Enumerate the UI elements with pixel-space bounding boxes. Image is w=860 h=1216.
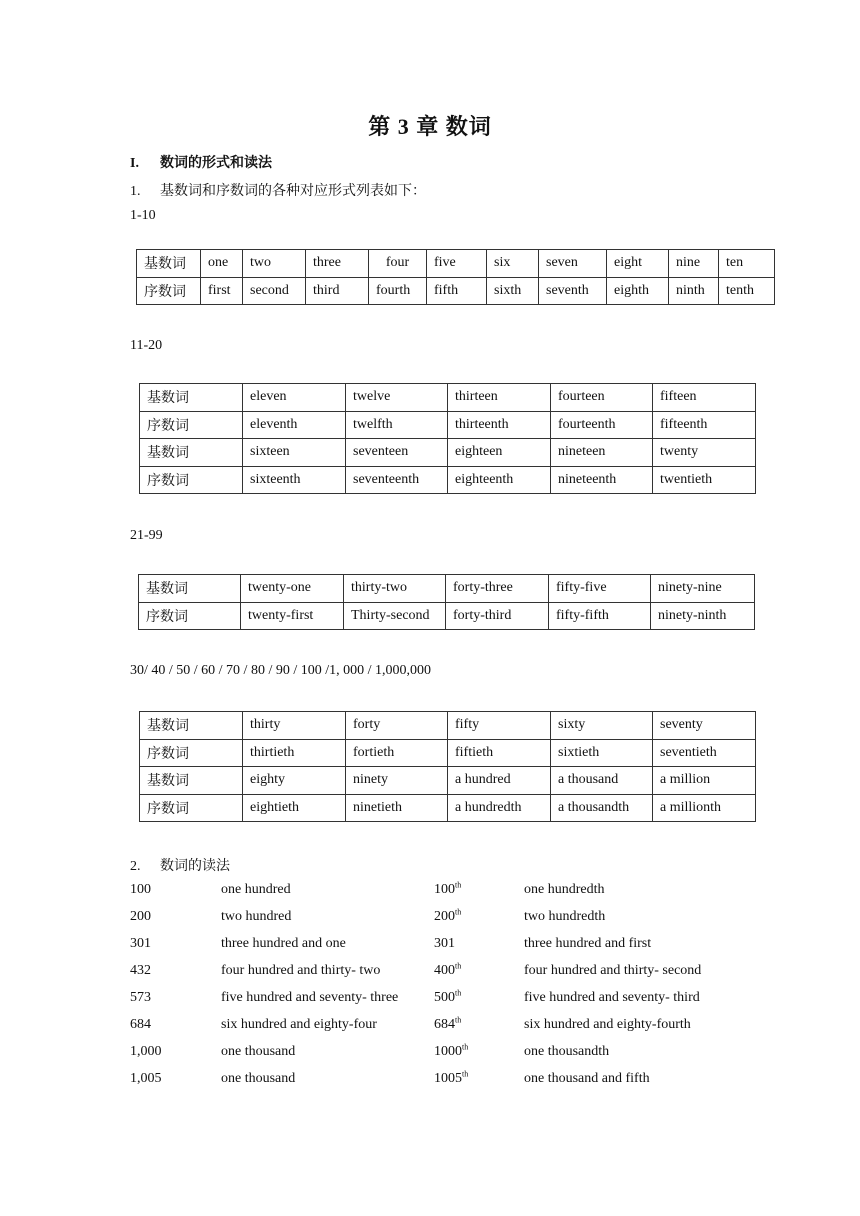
table-row xyxy=(140,466,756,494)
ordinal-number xyxy=(434,1071,468,1087)
table-row xyxy=(140,794,756,822)
cardinal-number xyxy=(130,936,151,952)
cardinal-words-text: four hundred and thirty- two xyxy=(221,963,381,978)
table-cell: second xyxy=(243,277,306,305)
ordinal-number xyxy=(434,909,461,925)
ordinal-words xyxy=(524,882,604,898)
table-cell: 基数词 xyxy=(140,384,243,412)
item-1-label: 基数词和序数词的各种对应形式列表如下： xyxy=(160,184,426,199)
table-cell: 序数词 xyxy=(137,277,201,305)
ordinal-number-text: 200 xyxy=(434,909,455,924)
section-number: I. xyxy=(130,156,139,171)
cardinal-words-text: two hundred xyxy=(221,909,292,924)
table-row xyxy=(140,384,756,412)
cardinal-number xyxy=(130,990,151,1006)
cardinal-words-text: one thousand xyxy=(221,1044,296,1059)
table-cell: 基数词 xyxy=(139,575,241,603)
table-cell: thirtieth xyxy=(243,739,346,767)
table-cell: ninth xyxy=(669,277,719,305)
table-cell: sixteen xyxy=(243,439,346,467)
cardinal-words-text: three hundred and one xyxy=(221,936,346,951)
table-cell: a thousandth xyxy=(551,794,653,822)
table-cell: 序数词 xyxy=(140,739,243,767)
table-cell: twelve xyxy=(346,384,448,412)
ordinal-number xyxy=(434,882,461,898)
cardinal-words xyxy=(221,1017,377,1033)
range-label-11-20: 11-20 xyxy=(130,338,163,353)
table-cell: 基数词 xyxy=(140,767,243,795)
ordinal-number-text: 500 xyxy=(434,990,455,1005)
cardinal-words-text: one thousand xyxy=(221,1071,296,1086)
table-row xyxy=(140,712,756,740)
table-row xyxy=(137,277,775,305)
table-cell: two xyxy=(243,250,306,278)
table-cell: third xyxy=(306,277,369,305)
cardinal-number-text: 100 xyxy=(130,882,151,897)
ordinal-words-text: two hundredth xyxy=(524,909,606,924)
reading-row xyxy=(0,882,860,902)
reading-row xyxy=(0,1071,860,1091)
table-cell: a thousand xyxy=(551,767,653,795)
ordinal-words xyxy=(524,1044,609,1060)
item-2-label: 数词的读法 xyxy=(160,859,230,874)
ordinal-suffix: th xyxy=(455,907,462,917)
cardinal-number-text: 684 xyxy=(130,1017,151,1032)
table-cell: seventh xyxy=(539,277,607,305)
cardinal-number xyxy=(130,882,151,898)
table-cell: twenty-first xyxy=(241,602,344,630)
table-row xyxy=(140,411,756,439)
range-label-tens: 30/ 40 / 50 / 60 / 70 / 80 / 90 / 100 /1, 000 / 1,000,000 xyxy=(130,663,432,678)
table-cell: eight xyxy=(607,250,669,278)
ordinal-words xyxy=(524,963,701,979)
table-row xyxy=(140,439,756,467)
cardinal-words xyxy=(221,990,398,1006)
table-cell: 序数词 xyxy=(140,794,243,822)
cardinal-number-text: 573 xyxy=(130,990,151,1005)
table-cell: sixteenth xyxy=(243,466,346,494)
ordinal-words-text: one thousand and fifth xyxy=(524,1071,650,1086)
cardinal-number xyxy=(130,909,151,925)
table-cell: four xyxy=(369,250,427,278)
ordinal-number-text: 400 xyxy=(434,963,455,978)
cardinal-number-text: 1,000 xyxy=(130,1044,162,1059)
table-cell: six xyxy=(487,250,539,278)
section-label: 数词的形式和读法 xyxy=(160,156,272,171)
table-cell: forty-third xyxy=(446,602,549,630)
table-cell: fifty-five xyxy=(549,575,651,603)
table-cell: five xyxy=(427,250,487,278)
table-cell: 序数词 xyxy=(140,466,243,494)
ordinal-words xyxy=(524,936,651,952)
table-cell: 序数词 xyxy=(139,602,241,630)
cardinal-words xyxy=(221,963,380,979)
cardinal-number-text: 301 xyxy=(130,936,151,951)
table-cell: nine xyxy=(669,250,719,278)
cardinal-number-text: 200 xyxy=(130,909,151,924)
item-2-heading xyxy=(130,855,230,875)
cardinal-number xyxy=(130,963,151,979)
table-cell: eleven xyxy=(243,384,346,412)
table-21-99 xyxy=(138,574,755,630)
table-row xyxy=(140,767,756,795)
cardinal-words xyxy=(221,936,346,952)
table-row xyxy=(139,602,755,630)
reading-row xyxy=(0,909,860,929)
table-cell: eightieth xyxy=(243,794,346,822)
ordinal-number xyxy=(434,936,455,952)
cardinal-number xyxy=(130,1071,162,1087)
table-cell: eighteen xyxy=(448,439,551,467)
ordinal-suffix: th xyxy=(455,880,462,890)
table-cell: twenty xyxy=(653,439,756,467)
table-row xyxy=(137,250,775,278)
table-cell: fifth xyxy=(427,277,487,305)
ordinal-words xyxy=(524,909,605,925)
table-cell: ninety-nine xyxy=(651,575,755,603)
ordinal-suffix: th xyxy=(462,1042,469,1052)
table-cell: twenty-one xyxy=(241,575,344,603)
ordinal-number-text: 1005 xyxy=(434,1071,462,1086)
table-cell: 基数词 xyxy=(137,250,201,278)
ordinal-words xyxy=(524,1017,691,1033)
table-cell: nineteenth xyxy=(551,466,653,494)
ordinal-number xyxy=(434,963,461,979)
ordinal-words-text: four hundred and thirty- second xyxy=(524,963,702,978)
table-cell: nineteen xyxy=(551,439,653,467)
cardinal-words-text: one hundred xyxy=(221,882,291,897)
table-1-10 xyxy=(136,249,775,305)
table-cell: thirty-two xyxy=(344,575,446,603)
table-cell: eighteenth xyxy=(448,466,551,494)
table-cell: a million xyxy=(653,767,756,795)
table-cell: seventy xyxy=(653,712,756,740)
table-cell: seventeen xyxy=(346,439,448,467)
table-tens xyxy=(139,711,756,822)
table-cell: a hundred xyxy=(448,767,551,795)
ordinal-words-text: one hundredth xyxy=(524,882,605,897)
cardinal-words-text: five hundred and seventy- three xyxy=(221,990,399,1005)
section-heading xyxy=(130,152,272,172)
table-cell: seventieth xyxy=(653,739,756,767)
page-title: 第 3 章 数词 xyxy=(368,114,492,139)
item-1-heading xyxy=(130,180,426,200)
ordinal-words xyxy=(524,990,700,1006)
table-cell: fourteen xyxy=(551,384,653,412)
reading-row xyxy=(0,1044,860,1064)
ordinal-suffix: th xyxy=(455,961,462,971)
ordinal-number-text: 301 xyxy=(434,936,455,951)
table-cell: one xyxy=(201,250,243,278)
table-cell: a millionth xyxy=(653,794,756,822)
table-cell: ninetieth xyxy=(346,794,448,822)
table-cell: 基数词 xyxy=(140,439,243,467)
ordinal-number-text: 1000 xyxy=(434,1044,462,1059)
cardinal-words xyxy=(221,882,291,898)
table-cell: seven xyxy=(539,250,607,278)
ordinal-words-text: five hundred and seventy- third xyxy=(524,990,700,1005)
table-cell: fifty-fifth xyxy=(549,602,651,630)
table-cell: 序数词 xyxy=(140,411,243,439)
table-cell: thirteenth xyxy=(448,411,551,439)
ordinal-number xyxy=(434,1017,461,1033)
table-cell: eleventh xyxy=(243,411,346,439)
table-cell: twentieth xyxy=(653,466,756,494)
table-cell: tenth xyxy=(719,277,775,305)
table-cell: twelfth xyxy=(346,411,448,439)
table-cell: fortieth xyxy=(346,739,448,767)
reading-row xyxy=(0,1017,860,1037)
ordinal-words-text: six hundred and eighty-fourth xyxy=(524,1017,691,1032)
table-cell: fifteen xyxy=(653,384,756,412)
cardinal-words xyxy=(221,1044,295,1060)
ordinal-suffix: th xyxy=(455,988,462,998)
table-cell: a hundredth xyxy=(448,794,551,822)
range-label-21-99: 21-99 xyxy=(130,528,163,543)
reading-row xyxy=(0,963,860,983)
table-11-20 xyxy=(139,383,756,494)
table-cell: thirteen xyxy=(448,384,551,412)
cardinal-number xyxy=(130,1044,162,1060)
ordinal-words-text: one thousandth xyxy=(524,1044,610,1059)
table-cell: fiftieth xyxy=(448,739,551,767)
table-cell: three xyxy=(306,250,369,278)
table-cell: sixtieth xyxy=(551,739,653,767)
cardinal-words xyxy=(221,1071,295,1087)
table-cell: fifteenth xyxy=(653,411,756,439)
cardinal-number-text: 1,005 xyxy=(130,1071,162,1086)
cardinal-number-text: 432 xyxy=(130,963,151,978)
table-cell: 基数词 xyxy=(140,712,243,740)
table-cell: seventeenth xyxy=(346,466,448,494)
item-1-number: 1. xyxy=(130,184,141,199)
table-cell: forty-three xyxy=(446,575,549,603)
table-row xyxy=(140,739,756,767)
table-cell: thirty xyxy=(243,712,346,740)
table-cell: Thirty-second xyxy=(344,602,446,630)
table-row xyxy=(139,575,755,603)
cardinal-words xyxy=(221,909,291,925)
table-cell: forty xyxy=(346,712,448,740)
table-cell: eighth xyxy=(607,277,669,305)
ordinal-number-text: 684 xyxy=(434,1017,455,1032)
table-cell: first xyxy=(201,277,243,305)
ordinal-words-text: three hundred and first xyxy=(524,936,652,951)
ordinal-number xyxy=(434,990,461,1006)
ordinal-number-text: 100 xyxy=(434,882,455,897)
item-2-number: 2. xyxy=(130,859,141,874)
reading-row xyxy=(0,990,860,1010)
table-cell: ten xyxy=(719,250,775,278)
ordinal-words xyxy=(524,1071,650,1087)
table-cell: eighty xyxy=(243,767,346,795)
reading-row xyxy=(0,936,860,956)
table-cell: ninety xyxy=(346,767,448,795)
table-cell: sixty xyxy=(551,712,653,740)
table-cell: fourth xyxy=(369,277,427,305)
table-cell: fifty xyxy=(448,712,551,740)
range-label-1-10: 1-10 xyxy=(130,208,156,223)
ordinal-suffix: th xyxy=(455,1015,462,1025)
cardinal-words-text: six hundred and eighty-four xyxy=(221,1017,377,1032)
ordinal-suffix: th xyxy=(462,1069,469,1079)
ordinal-number xyxy=(434,1044,468,1060)
cardinal-number xyxy=(130,1017,151,1033)
table-cell: ninety-ninth xyxy=(651,602,755,630)
table-cell: sixth xyxy=(487,277,539,305)
table-cell: fourteenth xyxy=(551,411,653,439)
